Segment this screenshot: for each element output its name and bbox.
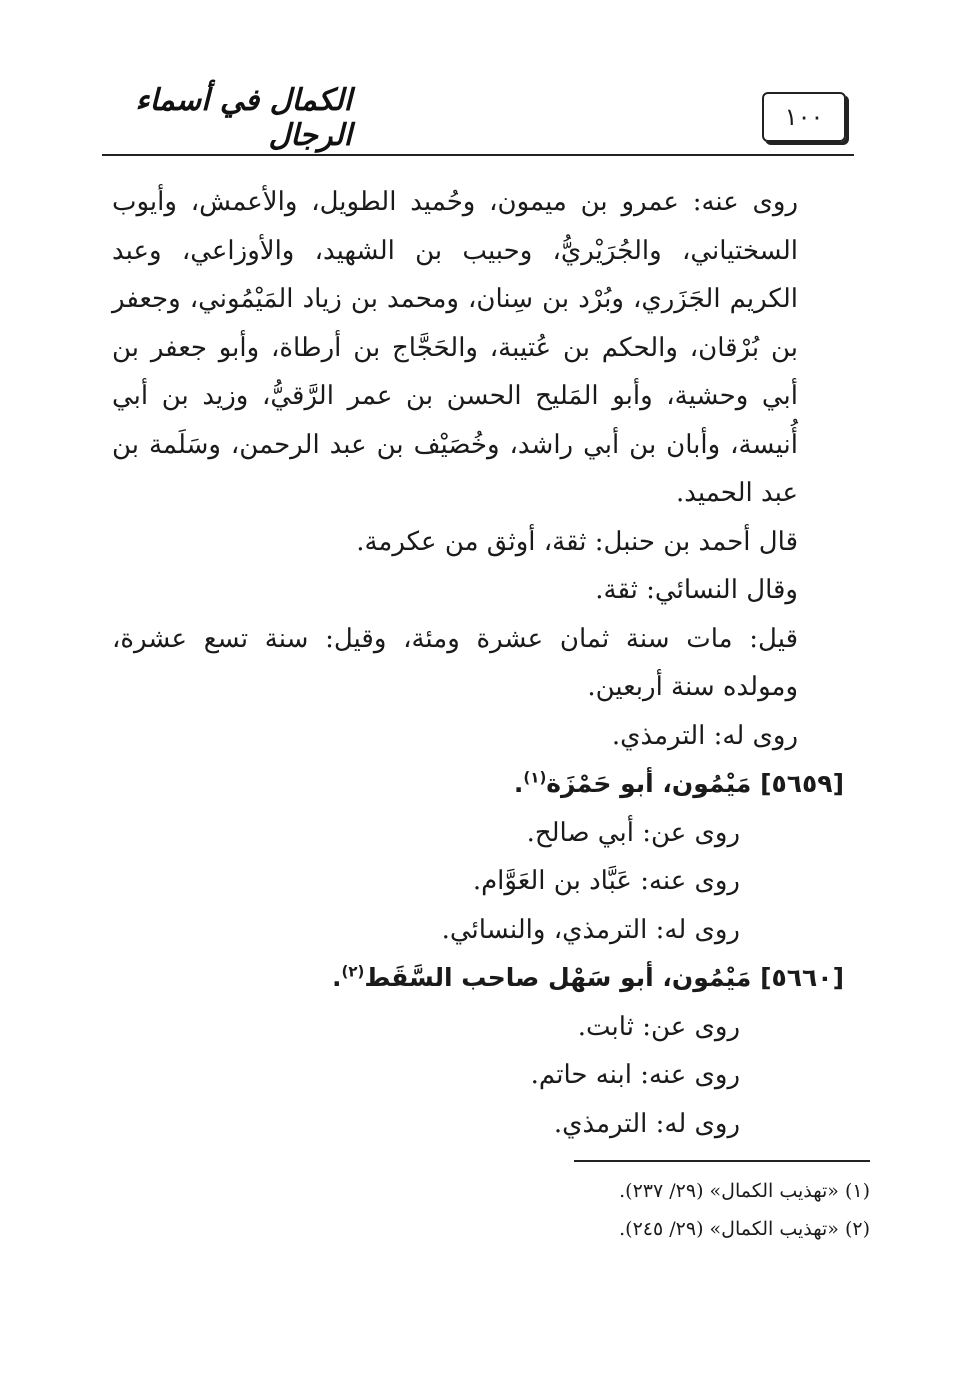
ahmad-opinion: قال أحمد بن حنبل: ثقة، أوثق من عكرمة. [356,526,798,557]
entry-heading-end: . [513,769,524,798]
entry-line: روى له: الترمذي، والنسائي. [441,914,740,945]
death-date-paragraph: قيل: مات سنة ثمان عشرة ومئة، وقيل: سنة تسع عشرة، ومولده سنة أربعين. [112,623,798,702]
entry-line: روى له: الترمذي. [553,1108,740,1139]
entry-heading-5659 [112,760,844,809]
footnote-1: (١) «تهذيب الكمال» (٢٩/ ٢٣٧). [619,1180,870,1202]
entry-line: روى عن: ثابت. [577,1011,740,1042]
running-title-calligraphy: الكمال في أسماء الرجال [135,83,352,153]
entry-line: روى عنه: عَبَّاد بن العَوَّام. [472,866,740,896]
page-number: ١٠٠ [762,92,846,142]
footnote-ref: (٢) [341,962,365,981]
entry-heading-text: [٥٦٥٩] مَيْمُون، أبو حَمْزَة [546,769,844,798]
narrators-paragraph: روى عنه: عمرو بن ميمون، وحُميد الطويل، والأعمش، وأيوب السختياني، والجُرَيْريُّ، وحبيب بن الشهيد، والأوزاعي، وعبد الكريم الجَزَري، وبُرْد بن سِنان، ومحمد بن زياد المَيْمُوني، وجعفر بن بُرْقان، والحكم بن عُتيبة، والحَجَّاج بن أرطاة، وأبو جعفر بن أبي وحشية، وأبو المَليح الحسن بن عمر الرَّقيُّ، وزيد بن أبي أُنيسة، وأبان بن أبي راشد، وخُصَيْف بن عبد الرحمن، وسَلَمة بن عبد الحميد. [112,187,798,508]
entry-line: روى عن: أبي صالح. [526,817,740,848]
footnote-2: (٢) «تهذيب الكمال» (٢٩/ ٢٤٥). [619,1218,870,1240]
main-text [112,178,844,1148]
footnotes [270,1172,870,1248]
entry-heading-text: [٥٦٦٠] مَيْمُون، أبو سَهْل صاحب السَّقَط [364,963,844,992]
header-rule [102,154,854,156]
footnote-rule [574,1160,870,1162]
entry-heading-end: . [332,963,342,992]
page-header [102,84,854,156]
narrated-by-line: روى له: الترمذي. [611,720,798,751]
entry-line: روى عنه: ابنه حاتم. [530,1060,740,1090]
entry-heading-5660 [112,954,844,1003]
footnote-ref: (١) [523,768,547,787]
nasai-opinion: وقال النسائي: ثقة. [595,575,798,605]
